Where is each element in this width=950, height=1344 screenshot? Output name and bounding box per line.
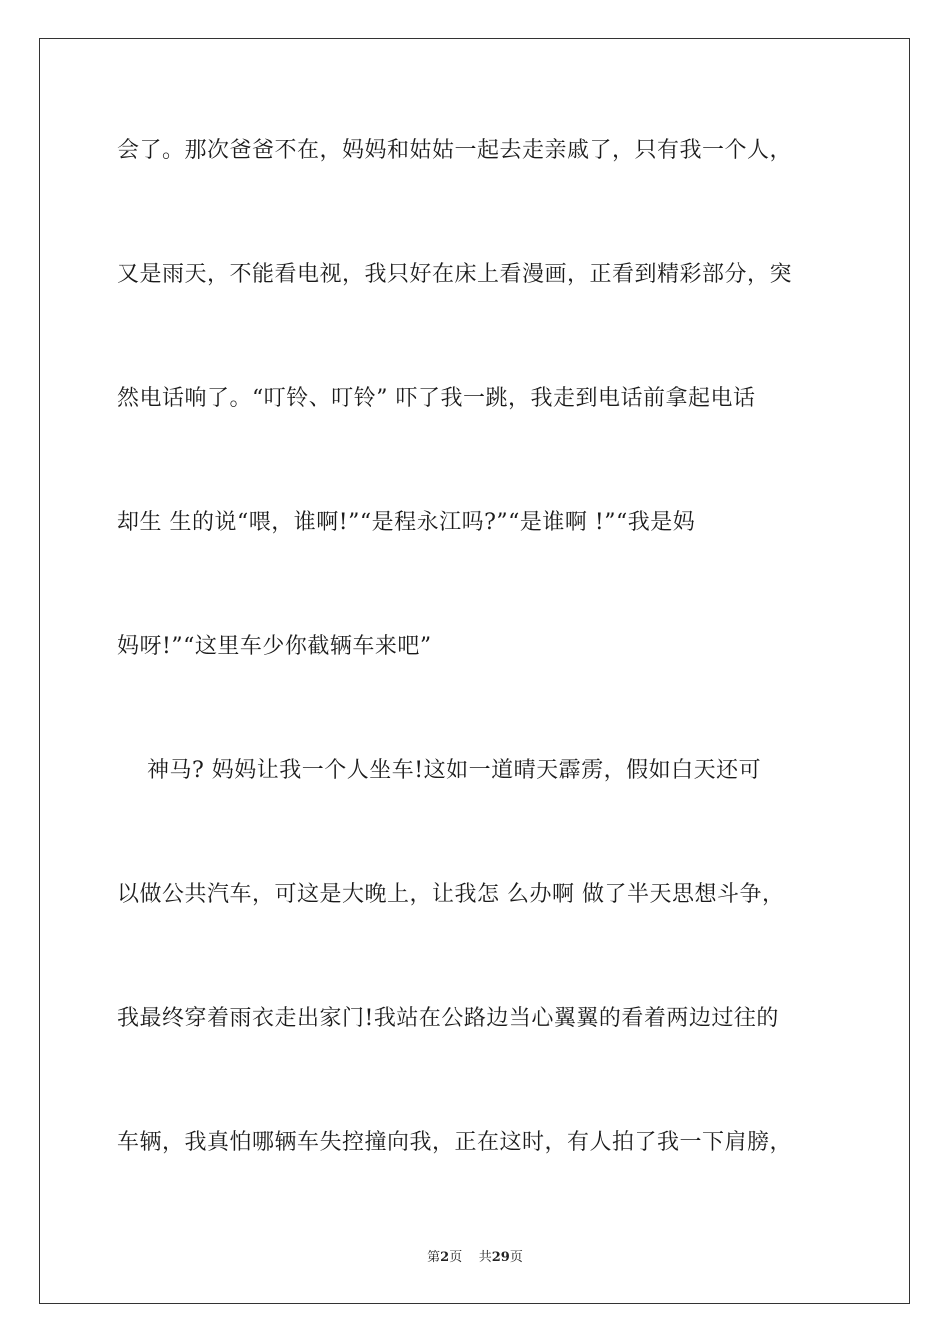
text-line-2: 又是雨天，不能看电视，我只好在床上看漫画，正看到精彩部分，突: [117, 262, 793, 287]
text-line-6: 神马? 妈妈让我一个人坐车!这如一道晴天霹雳，假如白天还可: [117, 758, 762, 783]
text-line-8: 我最终穿着雨衣走出家门!我站在公路边当心翼翼的看着两边过往的: [117, 1006, 779, 1031]
text-line-7: 以做公共汽车，可这是大晚上，让我怎 么办啊 做了半天思想斗争，: [117, 882, 785, 907]
total-prefix: 共: [478, 1250, 492, 1265]
page-suffix: 页: [449, 1250, 463, 1265]
page-footer: [0, 1246, 950, 1265]
total-pages: 29: [491, 1250, 510, 1265]
text-line-3: 然电话响了。“叮铃、叮铃” 吓了我一跳，我走到电话前拿起电话: [117, 386, 756, 411]
text-line-9: 车辆，我真怕哪辆车失控撞向我，正在这时，有人拍了我一下肩膀，: [117, 1130, 793, 1155]
text-line-4: 却生 生的说“喂，谁啊!”“是程永江吗?”“是谁啊 !”“我是妈: [117, 510, 696, 535]
page-border: [39, 38, 910, 1304]
text-line-1: 会了。那次爸爸不在，妈妈和姑姑一起去走亲戚了，只有我一个人，: [117, 138, 793, 163]
text-line-5: 妈呀!”“这里车少你截辆车来吧”: [117, 634, 432, 659]
page-number: 2: [440, 1250, 450, 1265]
total-suffix: 页: [509, 1250, 523, 1265]
page-prefix: 第: [427, 1250, 441, 1265]
